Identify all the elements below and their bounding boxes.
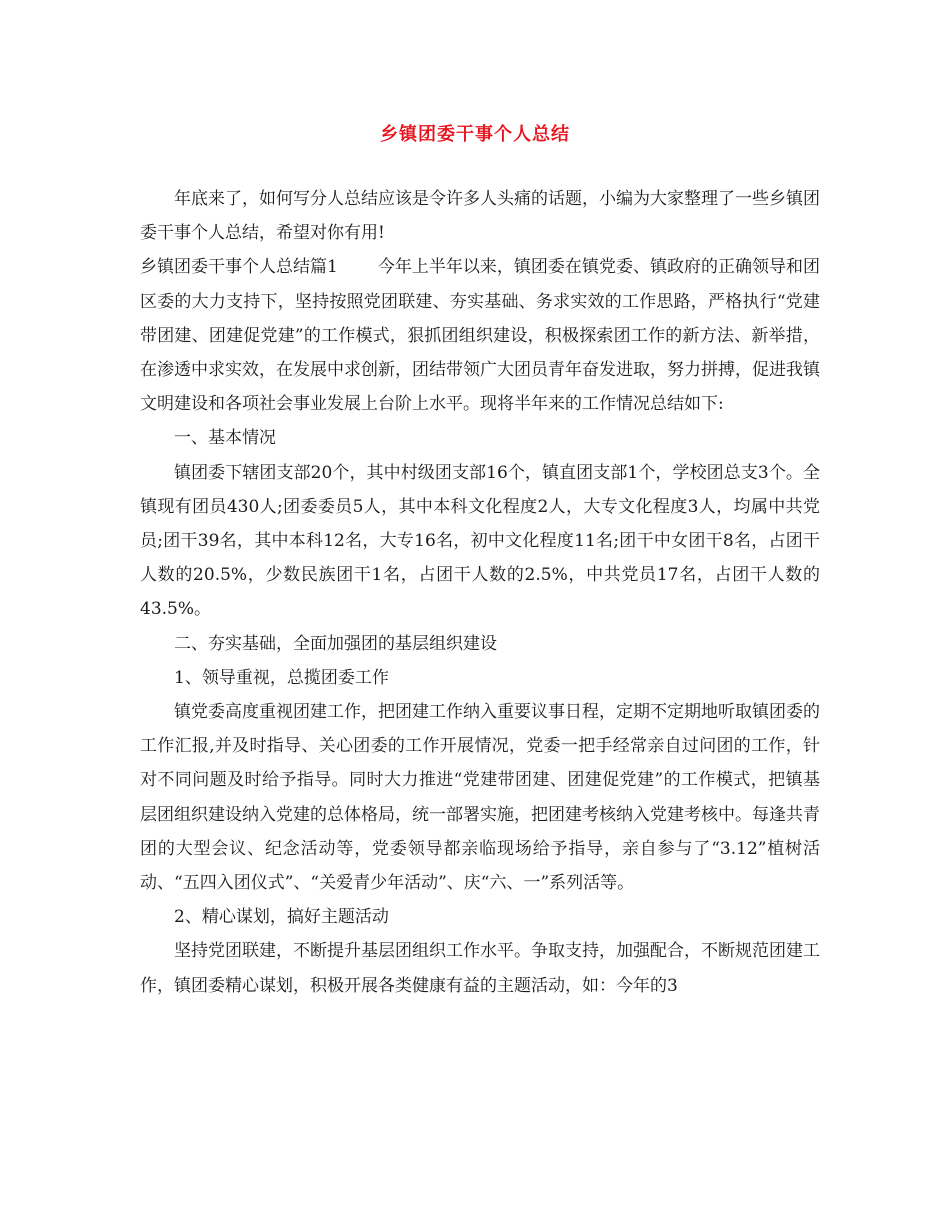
section-heading-foundation: 二、夯实基础，全面加强团的基层组织建设 <box>174 633 497 654</box>
subsection-heading-activities: 2、精心谋划，搞好主题活动 <box>174 907 389 928</box>
subsection-heading-leadership: 1、领导重视，总揽团委工作 <box>174 667 389 688</box>
subsection-body-activities: 坚持党团联建，不断提升基层团组织工作水平。争取支持，加强配合，不断规范团建工作，镇团委精心谋划，积极开展各类健康有益的主题活动，如：今年的3 <box>140 941 820 996</box>
article-lead: 今年上半年以来，镇团委在镇党委、镇政府的正确领导和团区委的大力支持下，坚持按照党团联建、夯实基础、务求实效的工作思路，严格执行“党建带团建、团建促党建”的工作模式，狠抓团组织建设，积极探索团工作的新方法、新举措，在渗透中求实效，在发展中求创新，团结带领广大团员青年奋发进取，努力拼搏，促进我镇文明建设和各项社会事业发展上台阶上水平。现将半年来的工作情况总结如下: <box>140 257 820 415</box>
page-title: 乡镇团委干事个人总结 <box>380 124 570 145</box>
section-body-basic: 镇团委下辖团支部20个，其中村级团支部16个，镇直团支部1个，学校团总支3个。全镇现有团员430人;团委委员5人，其中本科文化程度2人，大专文化程度3人，均属中共党员;团干39名，其中本科12名，大专16名，初中文化程度11名;团干中女团干8名，占团干人数的20.5%，少数民族团干1名，占团干人数的2.5%，中共党员17名，占团干人数的43.5%。 <box>140 462 820 620</box>
section-heading-basic: 一、基本情况 <box>174 428 276 449</box>
article-paragraph <box>140 250 820 421</box>
document-body <box>140 182 820 1003</box>
article-heading: 乡镇团委干事个人总结篇1 <box>140 257 338 278</box>
subsection-body-leadership: 镇党委高度重视团建工作，把团建工作纳入重要议事日程，定期不定期地听取镇团委的工作汇报,并及时指导、关心团委的工作开展情况，党委一把手经常亲自过问团的工作，针对不同问题及时给予指导。同时大力推进“党建带团建、团建促党建”的工作模式，把镇基层团组织建设纳入党建的总体格局，统一部署实施，把团建考核纳入党建考核中。每逢共青团的大型会议、纪念活动等，党委领导都亲临现场给予指导，亲自参与了“3.12”植树活动、“五四入团仪式”、“关爱青少年活动”、庆“六、一”系列活等。 <box>140 702 820 894</box>
intro-paragraph: 年底来了，如何写分人总结应该是令许多人头痛的话题，小编为大家整理了一些乡镇团委干事个人总结，希望对你有用! <box>140 189 820 244</box>
